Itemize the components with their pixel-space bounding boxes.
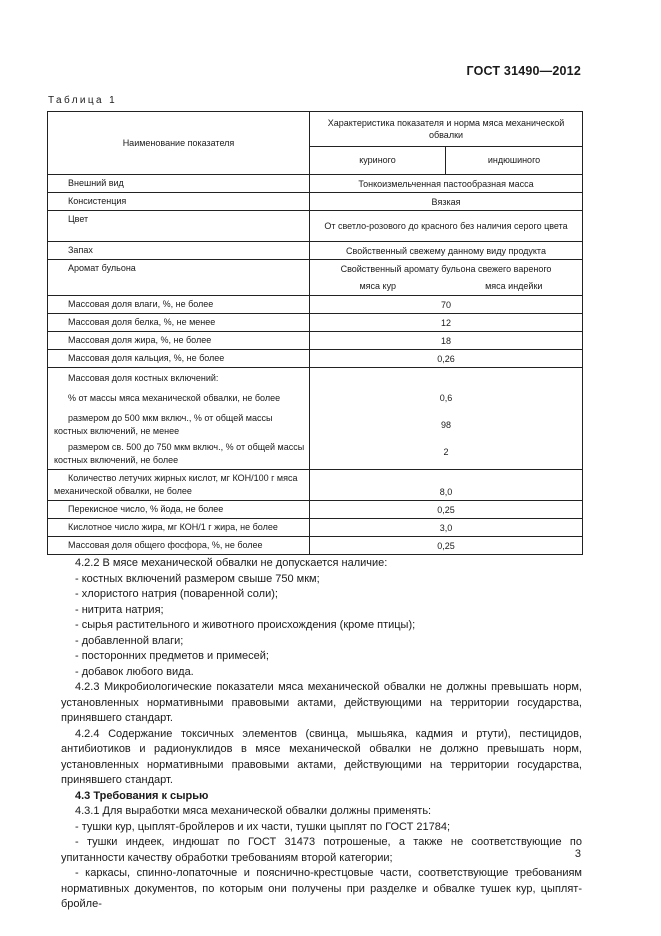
row-value: Вязкая (310, 193, 583, 211)
list-item: - хлористого натрия (поваренной соли); (75, 588, 278, 600)
list-item: - тушки индеек, индюшат по ГОСТ 31473 потрошеные, а также не соответствующие по упитанности качеству обработки требованиям второй категории; (61, 836, 582, 864)
table-row (48, 211, 583, 242)
table-row (48, 175, 583, 193)
row-name: Массовая доля общего фосфора, %, не более (48, 537, 310, 555)
table-row (48, 470, 583, 501)
paragraph: 4.2.2 В мясе механической обвалки не допускается наличие: (75, 557, 388, 569)
row-name: Кислотное число жира, мг КОН/1 г жира, не более (48, 519, 310, 537)
row-value: Тонкоизмельченная пастообразная масса (310, 175, 583, 193)
row-name: Массовая доля кальция, %, не более (48, 350, 310, 368)
table-row (48, 332, 583, 350)
row-name: Массовая доля жира, %, не более (48, 332, 310, 350)
table-row (48, 537, 583, 555)
row-subname: размером до 500 мкм включ., % от общей массы костных включений, не менее (54, 413, 273, 436)
list-item: - добавленной влаги; (75, 634, 184, 647)
row-value: 8,0 (310, 470, 583, 501)
list-item: - нитрита натрия; (75, 603, 164, 616)
table-row (48, 519, 583, 537)
row-value: 0,26 (310, 350, 583, 368)
table-row (48, 296, 583, 314)
column-header-characteristic: Характеристика показателя и норма мяса механической обвалки (310, 112, 583, 147)
row-value: 98 (441, 420, 452, 430)
table-row (48, 368, 583, 470)
list-item: - посторонних предметов и примесей; (75, 650, 269, 662)
section-heading: 4.3 Требования к сырью (75, 789, 209, 802)
row-subname: % от массы мяса механической обвалки, не более (68, 393, 281, 403)
row-value: От светло-розового до красного без наличия серого цвета (310, 211, 583, 242)
row-name: Аромат бульона (48, 260, 310, 296)
row-name: Консистенция (48, 193, 310, 211)
row-name: Массовая доля белка, %, не менее (48, 314, 310, 332)
row-value-turkey: мяса индейки (446, 278, 583, 296)
paragraph: 4.2.3 Микробиологические показатели мяса механической обвалки не должны превышать норм, установленных нормативными правовыми актами, действующими на территории государства, принявшего стандарт. (61, 681, 582, 724)
table-row (48, 260, 583, 278)
row-value: 0,6 (439, 393, 453, 403)
table-row (48, 193, 583, 211)
row-value-chicken: мяса кур (310, 278, 446, 296)
row-value: 0,25 (310, 501, 583, 519)
column-header-chicken: куриного (310, 146, 446, 174)
row-value-group (310, 368, 583, 470)
indicators-table (47, 111, 583, 555)
row-value: 2 (443, 447, 449, 457)
row-name: Внешний вид (48, 175, 310, 193)
row-name: Перекисное число, % йода, не более (48, 501, 310, 519)
list-item: - тушки кур, цыплят-бройлеров и их части, тушки цыплят по ГОСТ 21784; (75, 820, 451, 833)
list-item: - каркасы, спинно-лопаточные и пояснично-крестцовые части, соответствующие требованиям нормативных документов, по которым они получены при разделке и обвалке тушек кур, цыплят-бройле- (61, 867, 582, 910)
row-value: 12 (310, 314, 583, 332)
row-name: Цвет (48, 211, 310, 242)
row-value: Свойственный свежему данному виду продукта (310, 242, 583, 260)
paragraph: 4.2.4 Содержание токсичных элементов (свинца, мышьяка, кадмия и ртути), пестицидов, антибиотиков и радионуклидов в мясе механической обвалки не должно превышать норм, установленных нормативными правовыми актами, действующими на территории государства, принявшего стандарт. (61, 727, 582, 786)
row-value: Свойственный аромату бульона свежего вареного (310, 260, 583, 278)
row-name: Количество летучих жирных кислот, мг КОН/100 г мяса механической обвалки, не более (48, 470, 310, 501)
row-subname: размером св. 500 до 750 мкм включ., % от общей массы костных включений, не более (54, 442, 305, 465)
document-code: ГОСТ 31490—2012 (466, 64, 581, 78)
table-row (48, 242, 583, 260)
column-header-turkey: индюшиного (446, 146, 583, 174)
column-header-name: Наименование показателя (48, 112, 310, 175)
body-text (61, 556, 582, 913)
table-row (48, 314, 583, 332)
row-value: 3,0 (310, 519, 583, 537)
table-row (48, 501, 583, 519)
row-name: Массовая доля влаги, %, не более (48, 296, 310, 314)
row-name-group (48, 368, 310, 470)
row-value: 0,25 (310, 537, 583, 555)
paragraph: 4.3.1 Для выработки мяса механической обвалки должны применять: (75, 805, 432, 817)
row-name: Массовая доля костных включений: (68, 373, 219, 383)
row-value: 18 (310, 332, 583, 350)
list-item: - добавок любого вида. (75, 665, 194, 678)
page-number: 3 (574, 848, 581, 860)
table-caption: Таблица 1 (48, 95, 118, 106)
row-name: Запах (48, 242, 310, 260)
row-value: 70 (310, 296, 583, 314)
table-row (48, 350, 583, 368)
list-item: - сырья растительного и животного происхождения (кроме птицы); (75, 619, 416, 631)
list-item: - костных включений размером свыше 750 мкм; (75, 572, 320, 585)
